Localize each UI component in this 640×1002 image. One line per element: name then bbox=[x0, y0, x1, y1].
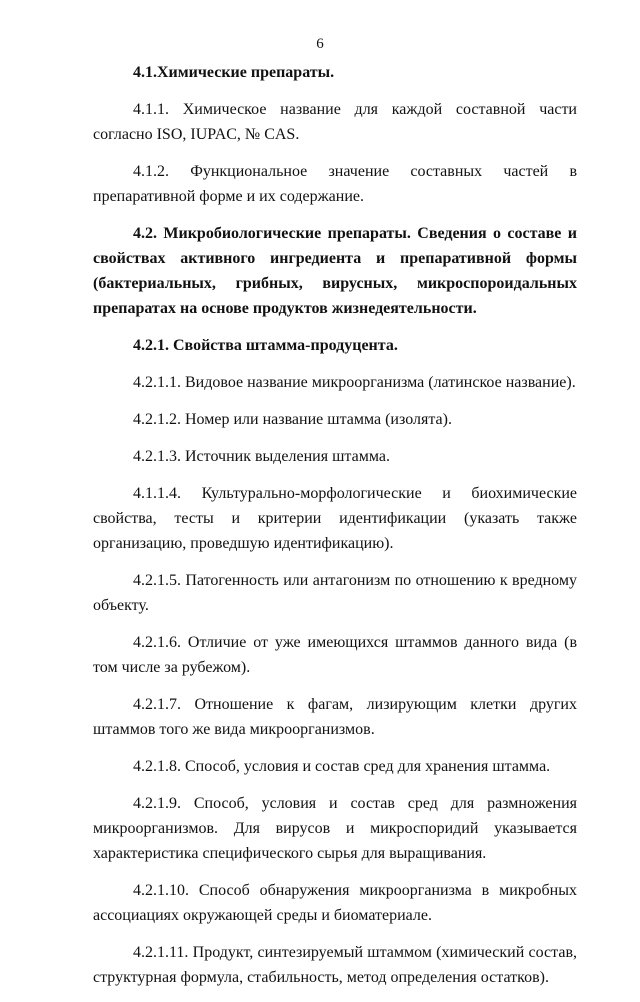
section-heading-4-1: 4.1.Химические препараты. bbox=[133, 64, 335, 81]
document-body bbox=[93, 60, 577, 1002]
paragraph-4-2-1-9: 4.2.1.9. Способ, условия и состав сред для размножения микроорганизмов. Для вирусов и микроспоридий указывается характеристика специфического сырья для выращивания. bbox=[93, 795, 577, 862]
paragraph-4-2-1-10: 4.2.1.10. Способ обнаружения микроорганизма в микробных ассоциациях окружающей среды и биоматериале. bbox=[93, 882, 577, 924]
paragraph-4-2-1-3: 4.2.1.3. Источник выделения штамма. bbox=[133, 448, 390, 465]
paragraph-4-1-1-4: 4.1.1.4. Культурально-морфологические и биохимические свойства, тесты и критерии идентификации (указать также организацию, проведшую идентификацию). bbox=[93, 485, 577, 552]
paragraph-4-2-1-11: 4.2.1.11. Продукт, синтезируемый штаммом (химический состав, структурная формула, стабильность, метод определения остатков). bbox=[93, 944, 577, 986]
paragraph-4-2-1-1: 4.2.1.1. Видовое название микроорганизма (латинское название). bbox=[133, 374, 576, 391]
paragraph-4-2-1-7: 4.2.1.7. Отношение к фагам, лизирующим клетки других штаммов того же вида микроорганизмов. bbox=[93, 696, 577, 738]
paragraph-4-2-1-8: 4.2.1.8. Способ, условия и состав сред для хранения штамма. bbox=[133, 758, 551, 775]
paragraph-4-2-1-5: 4.2.1.5. Патогенность или антагонизм по отношению к вредному объекту. bbox=[93, 572, 577, 614]
subsection-heading-4-2-1: 4.2.1. Свойства штамма-продуцента. bbox=[133, 337, 398, 354]
page-number: 6 bbox=[316, 36, 324, 52]
paragraph-4-1-2: 4.1.2. Функциональное значение составных частей в препаративной форме и их содержание. bbox=[93, 163, 577, 205]
section-heading-4-2: 4.2. Микробиологические препараты. Сведения о составе и свойствах активного ингредиента и препаративной формы (бактериальных, грибных, вирусных, микроспороидальных препаратах на основе продуктов жизнедеятельности. bbox=[93, 225, 577, 317]
paragraph-4-1-1: 4.1.1. Химическое название для каждой составной части согласно ISO, IUPAC, № CAS. bbox=[93, 101, 577, 143]
paragraph-4-2-1-2: 4.2.1.2. Номер или название штамма (изолята). bbox=[133, 411, 452, 428]
paragraph-4-2-1-6: 4.2.1.6. Отличие от уже имеющихся штаммов данного вида (в том числе за рубежом). bbox=[93, 634, 577, 676]
